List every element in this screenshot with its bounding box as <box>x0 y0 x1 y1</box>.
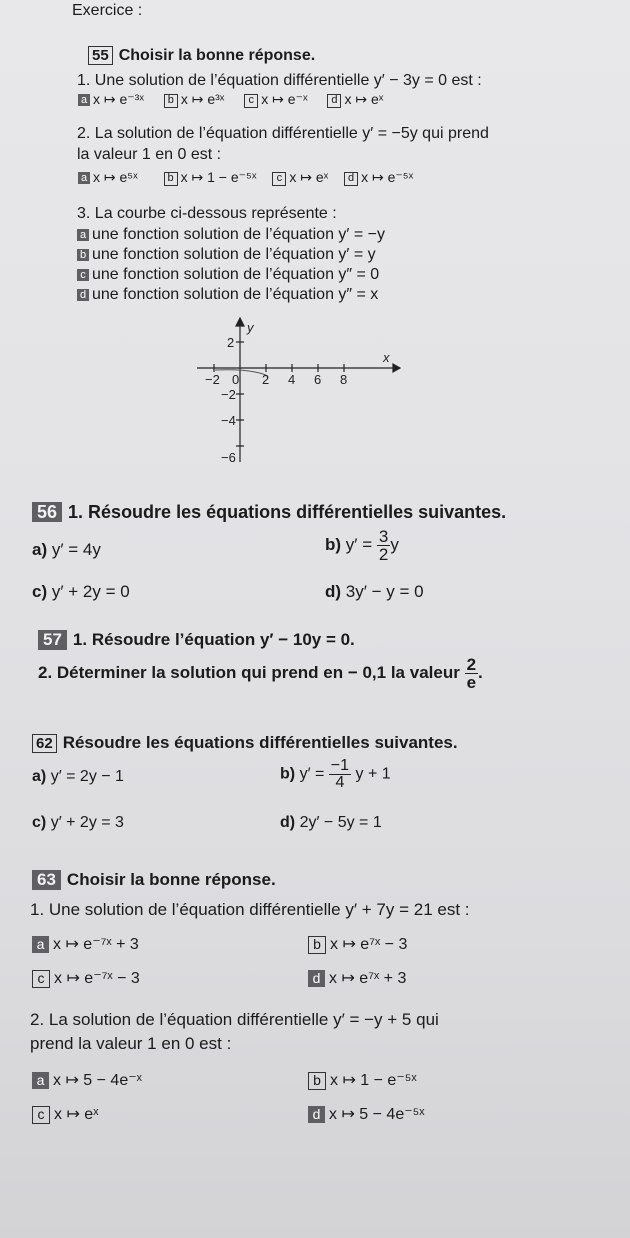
answer-option[interactable] <box>32 1104 98 1124</box>
exercise-number: 55 <box>88 46 113 65</box>
question-text: 1. Résoudre l’équation y′ − 10y = 0. <box>72 630 355 649</box>
equation-item <box>32 814 124 832</box>
option-text[interactable]: x ↦ e⁵ˣ <box>93 169 138 185</box>
equation-item <box>280 814 382 832</box>
equation-prefix: y′ = <box>345 534 377 554</box>
option-letter: b <box>164 172 178 186</box>
equation-item <box>325 528 399 563</box>
question-text-2 <box>38 656 483 691</box>
y-axis-arrow <box>236 318 244 326</box>
x-tick-label: 0 <box>232 372 240 387</box>
question-text: 2. La solution de l’équation différentielle y′ = −5y qui prend <box>77 125 489 142</box>
fraction-numerator: 2 <box>466 655 477 674</box>
exercise-number: 62 <box>32 734 57 753</box>
answer-option[interactable] <box>32 968 140 988</box>
x-tick-label: 2 <box>262 372 270 387</box>
option-text: x ↦ e⁷ˣ − 3 <box>330 936 408 953</box>
item-label: a) <box>32 768 47 785</box>
exercise-57-heading <box>38 630 355 650</box>
item-label: d) <box>280 814 296 831</box>
question-text: la valeur 1 en 0 est : <box>77 146 222 163</box>
option-letter: d <box>77 289 89 301</box>
equation-suffix: y + 1 <box>355 765 391 783</box>
option-text: x ↦ eˣ <box>54 1106 99 1123</box>
option-text: x ↦ e⁷ˣ + 3 <box>329 970 407 987</box>
answer-options <box>78 169 425 186</box>
fraction-denominator: 2 <box>378 545 389 564</box>
answer-option[interactable] <box>77 246 376 264</box>
y-tick-label: −2 <box>221 387 236 402</box>
equation-item <box>32 540 101 560</box>
option-letter: b <box>164 94 178 108</box>
option-letter: c <box>32 1106 50 1124</box>
option-letter: a <box>32 936 49 953</box>
option-letter: d <box>327 94 341 108</box>
option-letter: a <box>78 94 90 106</box>
exercise-instruction: Choisir la bonne réponse. <box>66 870 276 889</box>
option-text[interactable]: x ↦ eˣ <box>344 91 384 107</box>
item-label: b) <box>280 765 296 783</box>
answer-option[interactable] <box>32 934 139 954</box>
question-text: 1. Une solution de l’équation différentielle y′ − 3y = 0 est : <box>77 72 482 89</box>
option-text[interactable]: x ↦ e⁻ˣ <box>261 91 308 107</box>
option-letter: b <box>308 1072 326 1090</box>
equation-item <box>32 768 124 786</box>
question-text: 2. Déterminer la solution qui prend en − 0,1 la valeur <box>38 662 460 682</box>
equation: 3y′ − y = 0 <box>345 582 424 601</box>
option-letter: c <box>244 94 258 108</box>
exercise-number: 63 <box>32 870 61 890</box>
answer-option[interactable] <box>77 226 385 244</box>
item-label: d) <box>325 582 342 601</box>
x-axis-label: x <box>383 350 390 365</box>
exercise-number: 56 <box>32 502 62 522</box>
option-letter: c <box>272 172 286 186</box>
y-tick-label: −4 <box>221 413 236 428</box>
option-text: x ↦ 5 − 4e⁻⁵ˣ <box>329 1106 425 1123</box>
x-tick-label: 4 <box>288 372 296 387</box>
option-text: x ↦ e⁻⁷ˣ + 3 <box>53 936 139 953</box>
answer-option[interactable] <box>308 934 407 954</box>
item-label: a) <box>32 540 48 559</box>
question-text: 3. La courbe ci-dessous représente : <box>77 205 337 222</box>
question-text: 2. La solution de l’équation différentielle y′ = −y + 5 qui <box>30 1010 439 1029</box>
exercise-number: 57 <box>38 630 67 650</box>
equation-item <box>280 758 391 791</box>
equation-prefix: y′ = <box>299 765 329 783</box>
option-letter: a <box>78 172 90 184</box>
option-text: x ↦ 5 − 4e⁻ˣ <box>53 1072 142 1089</box>
question-text: 1. Une solution de l’équation différentielle y′ + 7y = 21 est : <box>30 900 470 919</box>
answer-option[interactable] <box>77 266 379 284</box>
option-text: une fonction solution de l’équation y″ = x <box>92 286 379 303</box>
option-letter: c <box>32 970 50 988</box>
question-text: prend la valeur 1 en 0 est : <box>30 1034 232 1053</box>
solution-curve <box>215 370 268 378</box>
option-letter: a <box>77 229 89 241</box>
equation: y′ + 2y = 3 <box>50 814 124 831</box>
y-tick-label: −6 <box>221 450 236 465</box>
option-text[interactable]: x ↦ e³ˣ <box>180 91 225 107</box>
item-label: c) <box>32 582 48 601</box>
y-tick-label: 2 <box>227 335 235 350</box>
option-text: une fonction solution de l’équation y′ = y <box>92 246 376 263</box>
answer-option[interactable] <box>308 1070 417 1090</box>
option-text[interactable]: x ↦ 1 − e⁻⁵ˣ <box>180 169 257 185</box>
exercise-56-heading <box>32 502 506 523</box>
equation-item <box>32 582 130 602</box>
equation: y′ + 2y = 0 <box>51 582 130 601</box>
x-axis-arrow <box>393 364 400 372</box>
fraction-numerator: −1 <box>330 757 350 774</box>
x-tick-label: −2 <box>205 372 220 387</box>
option-text: une fonction solution de l’équation y′ = −y <box>92 226 385 243</box>
fraction-denominator: e <box>466 673 477 692</box>
fraction-denominator: 4 <box>335 774 345 791</box>
option-text[interactable]: x ↦ e⁻⁵ˣ <box>361 169 414 185</box>
option-letter: d <box>308 1106 325 1123</box>
exercise-63-heading <box>32 870 276 890</box>
option-letter: a <box>32 1072 49 1089</box>
equation: y′ = 2y − 1 <box>50 768 124 785</box>
equation-suffix: y <box>390 534 399 554</box>
exercise-title: 1. Résoudre les équations différentielles suivantes. <box>68 502 507 522</box>
option-letter: d <box>308 970 325 987</box>
item-label: c) <box>32 814 47 831</box>
option-text: x ↦ e⁻⁷ˣ − 3 <box>54 970 140 987</box>
x-tick-label: 8 <box>340 372 348 387</box>
answer-option[interactable] <box>32 1070 142 1090</box>
equation: 2y′ − 5y = 1 <box>299 814 382 831</box>
exercise-instruction: Choisir la bonne réponse. <box>118 47 316 64</box>
answer-option[interactable] <box>77 286 378 304</box>
option-text: une fonction solution de l’équation y″ = 0 <box>92 266 380 283</box>
exercise-title: Résoudre les équations différentielles suivantes. <box>62 733 458 752</box>
answer-option[interactable] <box>308 968 406 988</box>
answer-options <box>78 91 395 108</box>
equation-item <box>325 582 424 602</box>
sentence-end: . <box>478 662 483 682</box>
option-letter: c <box>77 269 89 281</box>
option-text: x ↦ 1 − e⁻⁵ˣ <box>330 1072 417 1089</box>
option-letter: b <box>308 936 326 954</box>
option-letter: b <box>77 249 89 261</box>
item-label: b) <box>325 534 342 554</box>
option-text[interactable]: x ↦ eˣ <box>289 169 329 185</box>
answer-option[interactable] <box>308 1104 425 1124</box>
exercise-55-heading <box>88 46 315 65</box>
equation: y′ = 4y <box>51 540 101 559</box>
option-letter: d <box>344 172 358 186</box>
y-axis-label: y <box>247 320 254 335</box>
function-graph <box>195 312 405 472</box>
x-tick-label: 6 <box>314 372 322 387</box>
page-title: Exercice : <box>72 2 143 19</box>
exercise-62-heading <box>32 733 458 753</box>
option-text[interactable]: x ↦ e⁻³ˣ <box>93 91 144 107</box>
fraction-numerator: 3 <box>378 527 389 546</box>
